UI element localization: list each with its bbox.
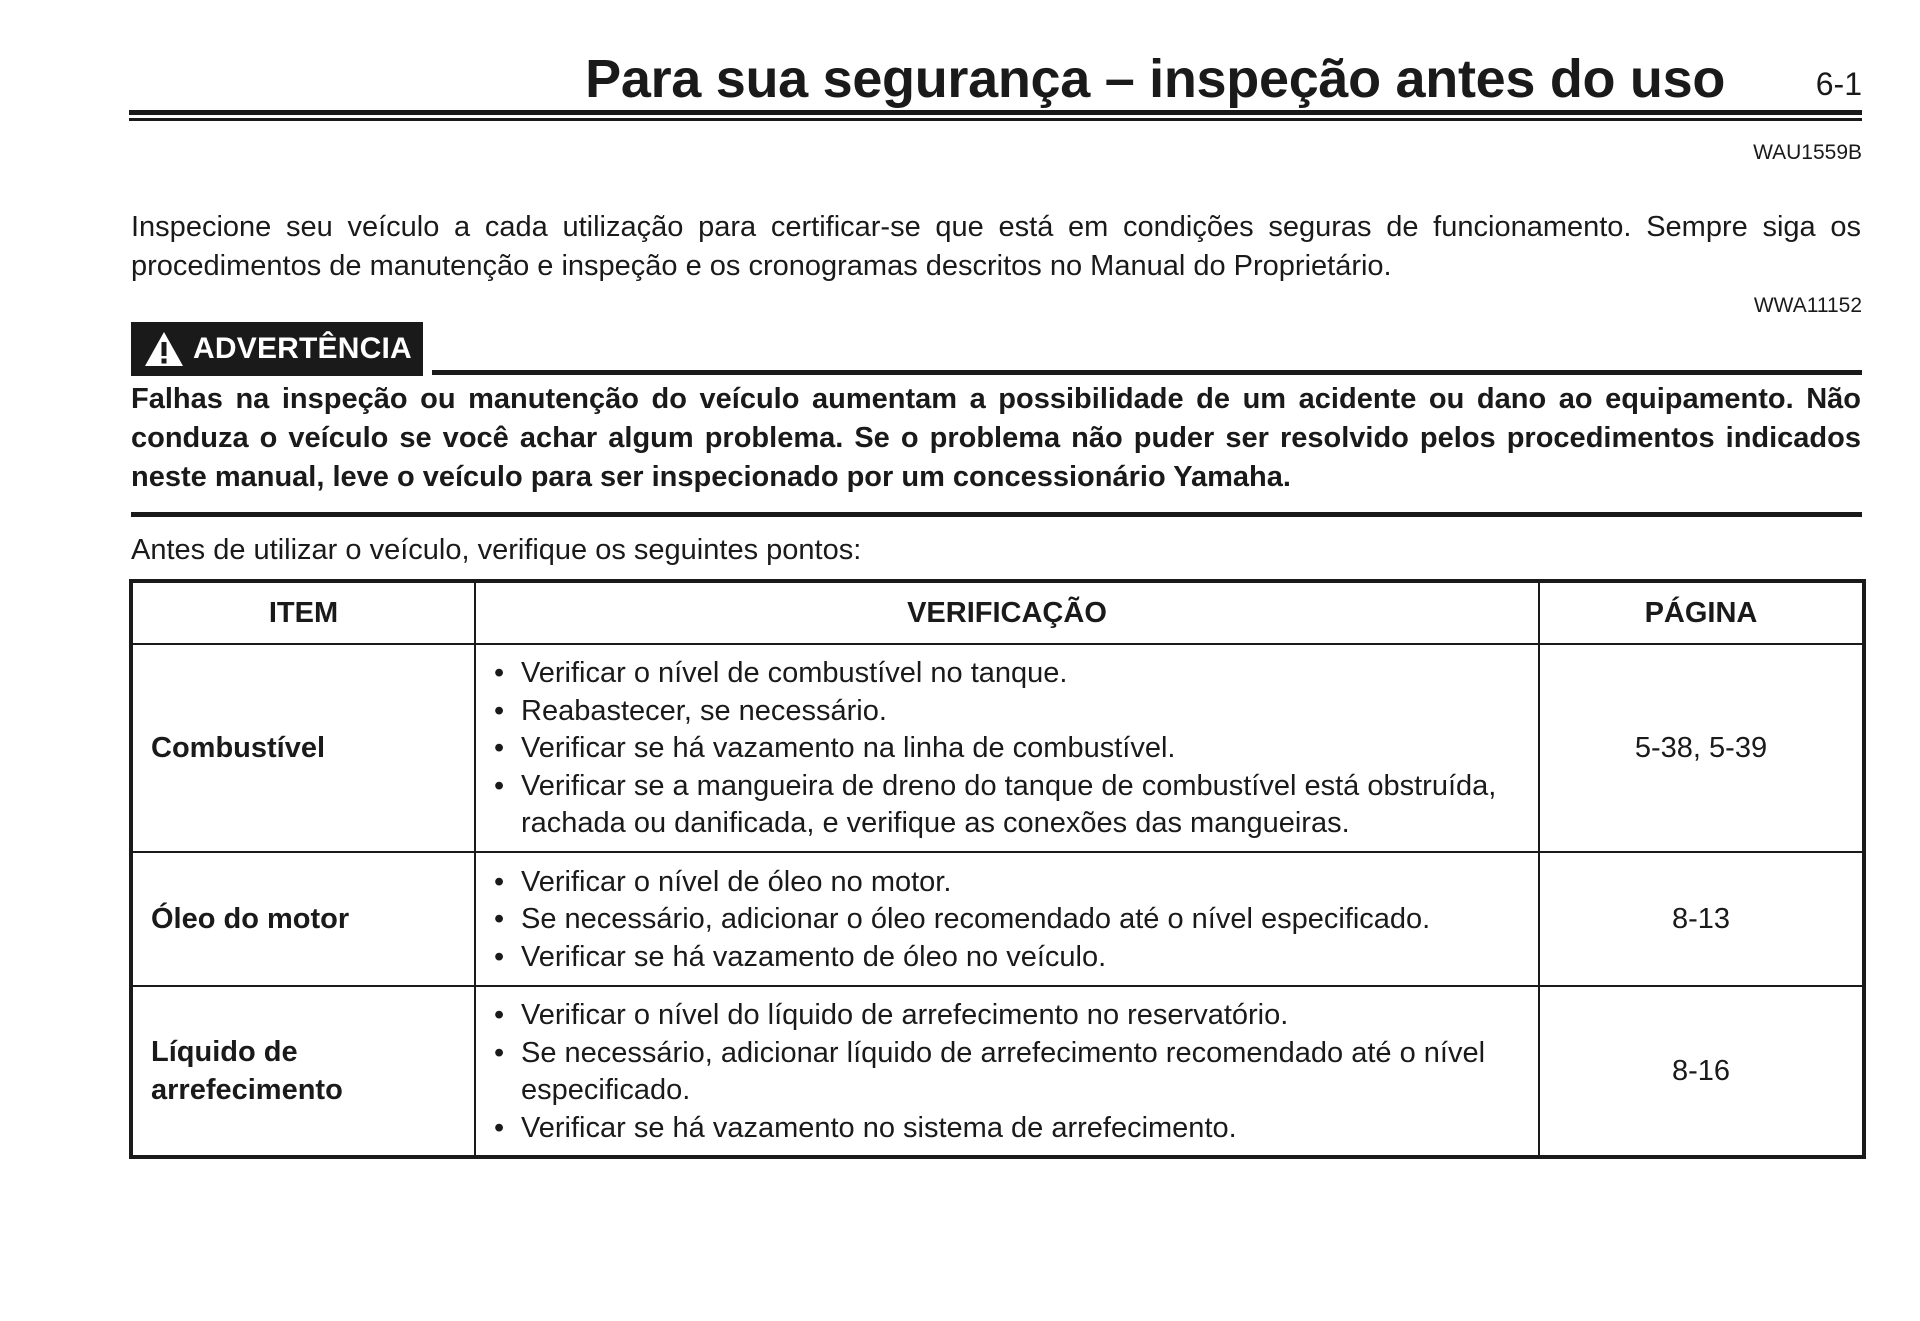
check-text: Verificar o nível de combustível no tanque. — [521, 657, 1068, 690]
warning-rule-top — [432, 370, 1862, 375]
inspection-table — [129, 579, 1866, 1159]
check-item — [494, 939, 1518, 977]
verification-cell — [475, 852, 1539, 986]
check-text: Verificar se há vazamento na linha de combustível. — [521, 732, 1176, 765]
warning-text: Falhas na inspeção ou manutenção do veículo aumentam a possibilidade de um acidente ou dano ao equipamento. Não conduza o veículo se você achar algum problema. Se o problema não puder ser resolvido pelos procedimentos indicados neste manual, leve o veículo para ser inspecionado por um concessionário Yamaha. — [131, 383, 1861, 493]
check-item — [494, 1110, 1518, 1148]
header-verification: VERIFICAÇÃO — [475, 581, 1539, 644]
bullet-icon: • — [494, 1111, 505, 1144]
intro-paragraph: Inspecione seu veículo a cada utilização para certificar-se que está em condições seguras de funcionamento. Sempre siga os procedimentos de manutenção e inspeção e os cronogramas descritos no Manual do Proprietário. — [131, 211, 1861, 282]
warning-triangle-icon — [143, 330, 185, 368]
check-item — [494, 655, 1518, 693]
check-text: Reabastecer, se necessário. — [521, 694, 887, 727]
table-row — [131, 986, 1864, 1157]
table-header-row — [131, 581, 1864, 644]
header-rule — [129, 110, 1862, 115]
page-ref-cell: 8-13 — [1539, 852, 1864, 986]
table-row — [131, 852, 1864, 986]
header-item: ITEM — [131, 581, 475, 644]
warning-code: WWA11152 — [1753, 294, 1862, 317]
table-row — [131, 644, 1864, 852]
check-item — [494, 693, 1518, 731]
item-cell: Líquido de arrefecimento — [131, 986, 475, 1157]
bullet-icon: • — [494, 865, 505, 898]
header-rule-thin — [129, 118, 1862, 121]
bullet-icon: • — [494, 1036, 505, 1069]
warning-label-text: ADVERTÊNCIA — [193, 332, 412, 365]
header-page: PÁGINA — [1539, 581, 1864, 644]
check-list — [494, 997, 1518, 1147]
check-text: Verificar se há vazamento de óleo no veículo. — [521, 940, 1107, 973]
check-text: Se necessário, adicionar o óleo recomendado até o nível especificado. — [521, 903, 1431, 936]
check-text: Verificar se há vazamento no sistema de arrefecimento. — [521, 1111, 1237, 1144]
bullet-icon: • — [494, 903, 505, 936]
check-list — [494, 864, 1518, 977]
check-text: Verificar o nível de óleo no motor. — [521, 865, 952, 898]
verification-cell — [475, 644, 1539, 852]
item-cell: Óleo do motor — [131, 852, 475, 986]
warning-rule-bottom — [131, 512, 1862, 517]
bullet-icon: • — [494, 999, 505, 1031]
bullet-icon: • — [494, 657, 505, 690]
pre-table-text: Antes de utilizar o veículo, verifique os seguintes pontos: — [131, 534, 862, 566]
page-ref-cell: 5-38, 5-39 — [1539, 644, 1864, 852]
check-list — [494, 655, 1518, 843]
verification-cell — [475, 986, 1539, 1157]
check-item — [494, 768, 1518, 843]
check-text: Verificar o nível do líquido de arrefecimento no reservatório. — [521, 999, 1289, 1031]
check-item — [494, 1035, 1518, 1110]
bullet-icon: • — [494, 940, 505, 973]
page-title: Para sua segurança – inspeção antes do uso — [585, 49, 1725, 109]
bullet-icon: • — [494, 769, 505, 802]
bullet-icon: • — [494, 694, 505, 727]
page-ref-cell: 8-16 — [1539, 986, 1864, 1157]
check-item — [494, 901, 1518, 939]
page-number: 6-1 — [1815, 66, 1862, 102]
check-item — [494, 864, 1518, 902]
section-code: WAU1559B — [1753, 141, 1862, 164]
check-item — [494, 997, 1518, 1035]
check-text: Verificar se a mangueira de dreno do tanque de combustível está obstruída, rachada ou danificada, e verifique as conexões das mangueiras. — [521, 769, 1497, 840]
check-text: Se necessário, adicionar líquido de arrefecimento recomendado até o nível especificado. — [521, 1036, 1486, 1106]
check-item — [494, 730, 1518, 768]
warning-label — [131, 322, 423, 376]
bullet-icon: • — [494, 732, 505, 765]
item-cell: Combustível — [131, 644, 475, 852]
